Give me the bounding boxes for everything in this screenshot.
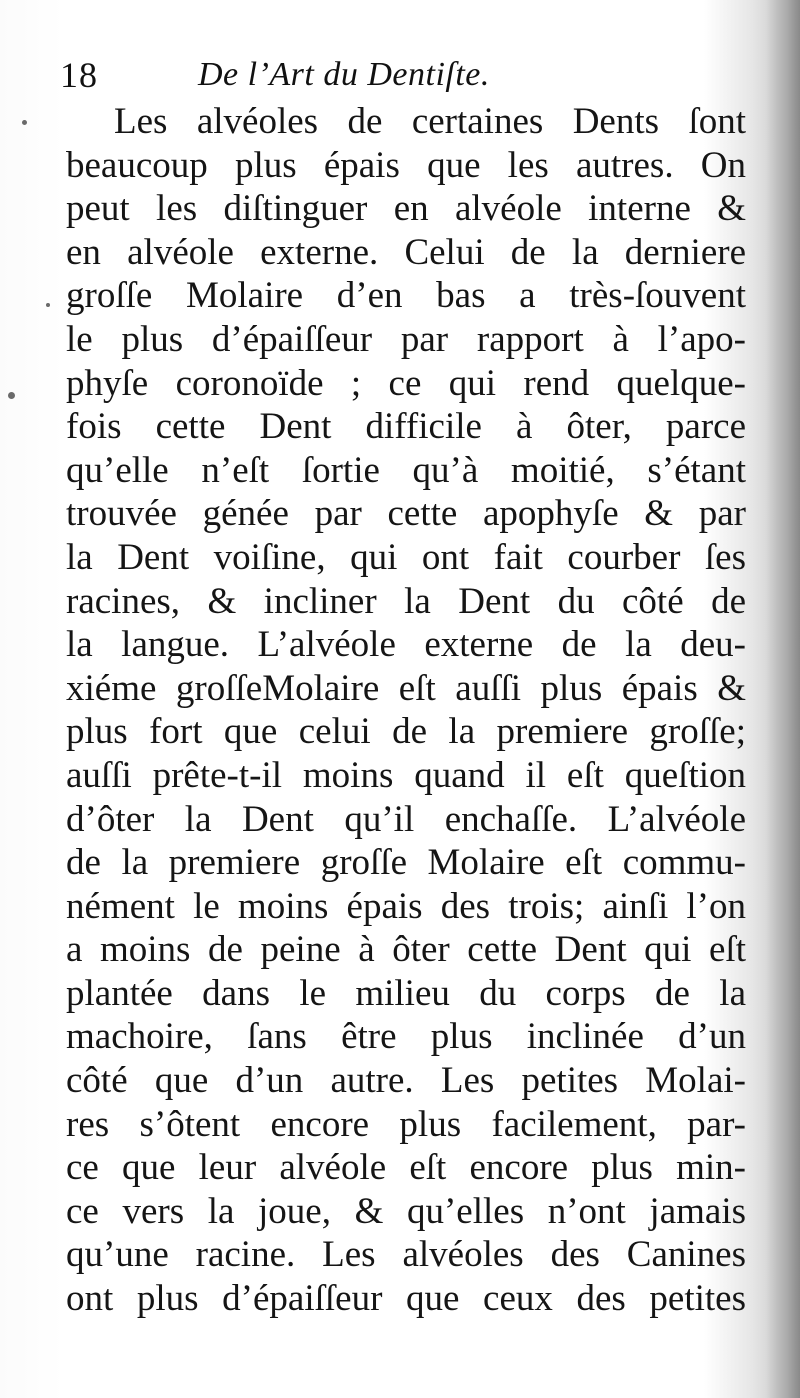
text-line: qu’une racine. Les alvéoles des Canines [66,1234,746,1276]
text-line: ce que leur alvéole eſt encore plus min- [66,1147,746,1189]
text-line: en alvéole externe. Celui de la derniere [66,231,746,273]
text-line: fois cette Dent difficile à ôter, parce [66,406,746,448]
text-line: machoire, ſans être plus inclinée d’un [66,1016,746,1058]
text-line: qu’elle n’eſt ſortie qu’à moitié, s’étant [66,449,746,491]
text-line: Les alvéoles de certaines Dents ſont [114,101,746,142]
text-line: trouvée génée par cette apophyſe & par [66,493,746,535]
text-line: peut les diſtinguer en alvéole interne & [66,188,746,230]
text-line: a moins de peine à ôter cette Dent qui eſt [66,929,746,971]
text-line: plus fort que celui de la premiere groſſe; [66,711,746,753]
text-line: ce vers la joue, & qu’elles n’ont jamais [66,1190,746,1232]
page-number: 18 [60,55,98,95]
margin-specks [0,0,60,1398]
text-line: de la premiere groſſe Molaire eſt commu- [66,842,746,884]
text-line: phyſe coronoïde ; ce qui rend quelque- [66,362,746,404]
text-line: côté que d’un autre. Les petites Molai- [66,1060,746,1102]
speck-mark [46,303,50,307]
text-line: la langue. L’alvéole externe de la deu- [66,624,746,666]
text-line: d’ôter la Dent qu’il enchaſſe. L’alvéole [66,798,746,840]
text-line: la Dent voiſine, qui ont fait courber ſes [66,536,746,578]
text-line: nément le moins épais des trois; ainſi l’on [66,885,746,927]
text-line: plantée dans le milieu du corps de la [66,972,746,1014]
text-line: xiéme groſſeMolaire eſt auſſi plus épais & [66,667,746,709]
text-line: res s’ôtent encore plus facilement, par- [66,1103,746,1145]
speck-mark [8,392,15,399]
text-line: racines, & incliner la Dent du côté de [66,580,746,622]
running-title: De l’Art du Dentiſte. [198,56,490,93]
running-head [60,50,760,100]
text-line: groſſe Molaire d’en bas a très-ſouvent [66,275,746,317]
speck-mark [22,120,27,125]
text-line: ont plus d’épaiſſeur que ceux des petites [66,1278,746,1320]
body-text [66,100,746,1321]
text-line: beaucoup plus épais que les autres. On [66,144,746,186]
text-line: auſſi prête-t-il moins quand il eſt queſtion [66,754,746,796]
text-line: le plus d’épaiſſeur par rapport à l’apo- [66,318,746,360]
